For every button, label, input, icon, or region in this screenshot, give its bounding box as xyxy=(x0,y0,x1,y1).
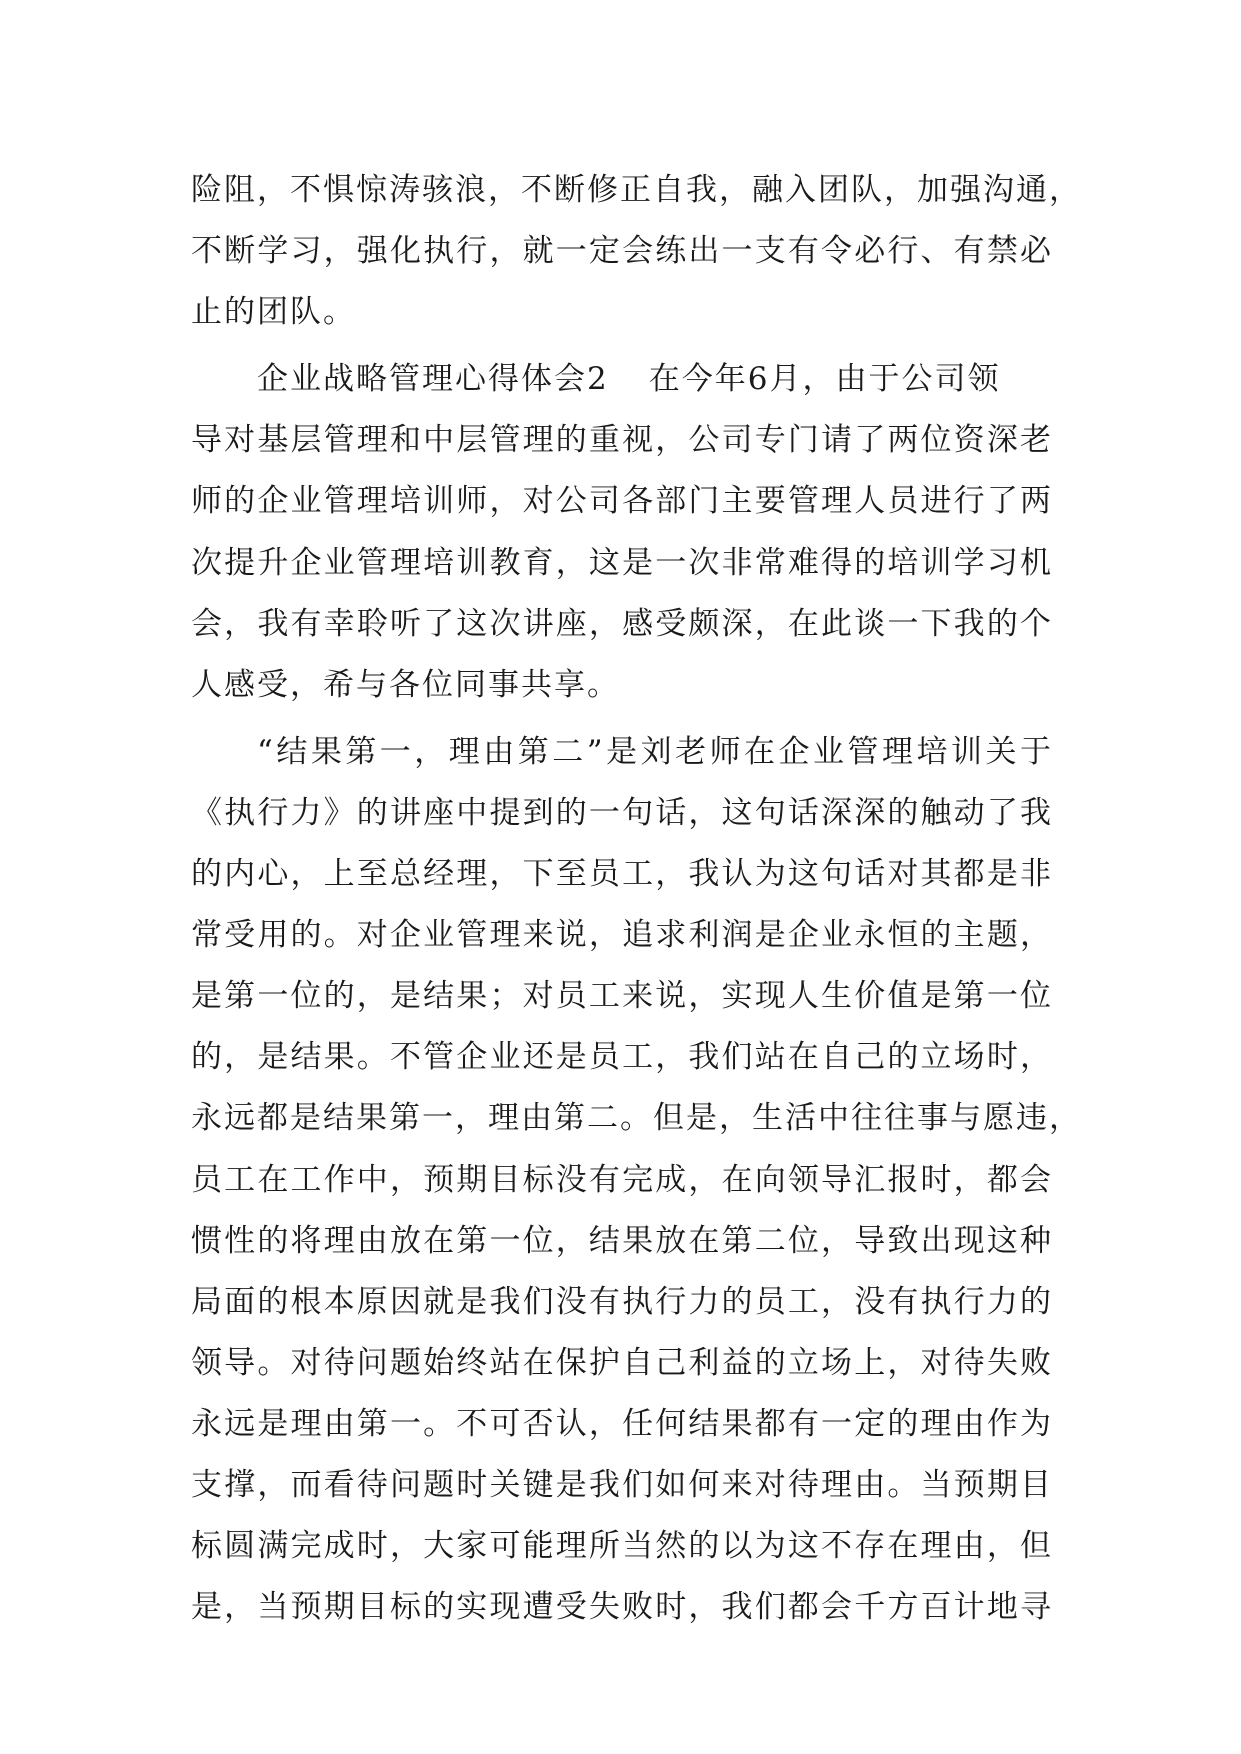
paragraph-2-line-2: 导对基层管理和中层管理的重视，公司专门请了两位资深老 xyxy=(191,422,1053,459)
paragraph-3-line-7: 永远都是结果第一，理由第二。但是，生活中往往事与愿违， xyxy=(191,1100,1082,1137)
paragraph-2-line-5: 会，我有幸聆听了这次讲座，感受颇深，在此谈一下我的个 xyxy=(191,605,1053,642)
paragraph-2-line-1 xyxy=(191,349,1053,410)
paragraph-1-line-3: 止的团队。 xyxy=(191,294,356,331)
paragraph-1-line-1: 险阻，不惧惊涛骇浪，不断修正自我，融入团队，加强沟通， xyxy=(191,172,1082,208)
paragraph-3-line-9: 惯性的将理由放在第一位，结果放在第二位，导致出现这种 xyxy=(191,1222,1053,1259)
paragraph-3-line-4: 常受用的。对企业管理来说，追求利润是企业永恒的主题， xyxy=(191,917,1053,954)
paragraph-1-line-2: 不断学习，强化执行，就一定会练出一支有令必行、有禁必 xyxy=(191,233,1053,270)
paragraph-2-line-1-text: 在今年6月，由于公司领 xyxy=(648,361,1001,398)
document-body xyxy=(191,160,1082,1638)
paragraph-2-line-6: 人感受，希与各位同事共享。 xyxy=(191,666,620,703)
paragraph-3-line-15: 是，当预期目标的实现遭受失败时，我们都会千方百计地寻 xyxy=(191,1589,1053,1626)
section-heading: 企业战略管理心得体会2 xyxy=(257,361,609,398)
paragraph-2-line-3: 师的企业管理培训师，对公司各部门主要管理人员进行了两 xyxy=(191,483,1053,520)
paragraph-3-line-10: 局面的根本原因就是我们没有执行力的员工，没有执行力的 xyxy=(191,1283,1053,1320)
paragraph-3-line-12: 永远是理由第一。不可否认，任何结果都有一定的理由作为 xyxy=(191,1405,1053,1442)
paragraph-3-line-2: 《执行力》的讲座中提到的一句话，这句话深深的触动了我 xyxy=(191,794,1053,831)
paragraph-3-line-1: “结果第一，理由第二”是刘老师在企业管理培训关于 xyxy=(257,733,1053,770)
paragraph-3-line-5: 是第一位的，是结果；对员工来说，实现人生价值是第一位 xyxy=(191,978,1053,1015)
paragraph-3-line-13: 支撑，而看待问题时关键是我们如何来对待理由。当预期目 xyxy=(191,1466,1053,1503)
paragraph-3-line-11: 领导。对待问题始终站在保护自己利益的立场上，对待失败 xyxy=(191,1344,1053,1381)
paragraph-3-line-14: 标圆满完成时，大家可能理所当然的以为这不存在理由，但 xyxy=(191,1528,1053,1565)
paragraph-3-line-6: 的，是结果。不管企业还是员工，我们站在自己的立场时， xyxy=(191,1039,1053,1076)
paragraph-2-line-4: 次提升企业管理培训教育，这是一次非常难得的培训学习机 xyxy=(191,544,1053,581)
paragraph-3-line-3: 的内心，上至总经理，下至员工，我认为这句话对其都是非 xyxy=(191,856,1053,893)
paragraph-3-line-8: 员工在工作中，预期目标没有完成，在向领导汇报时，都会 xyxy=(191,1161,1053,1198)
